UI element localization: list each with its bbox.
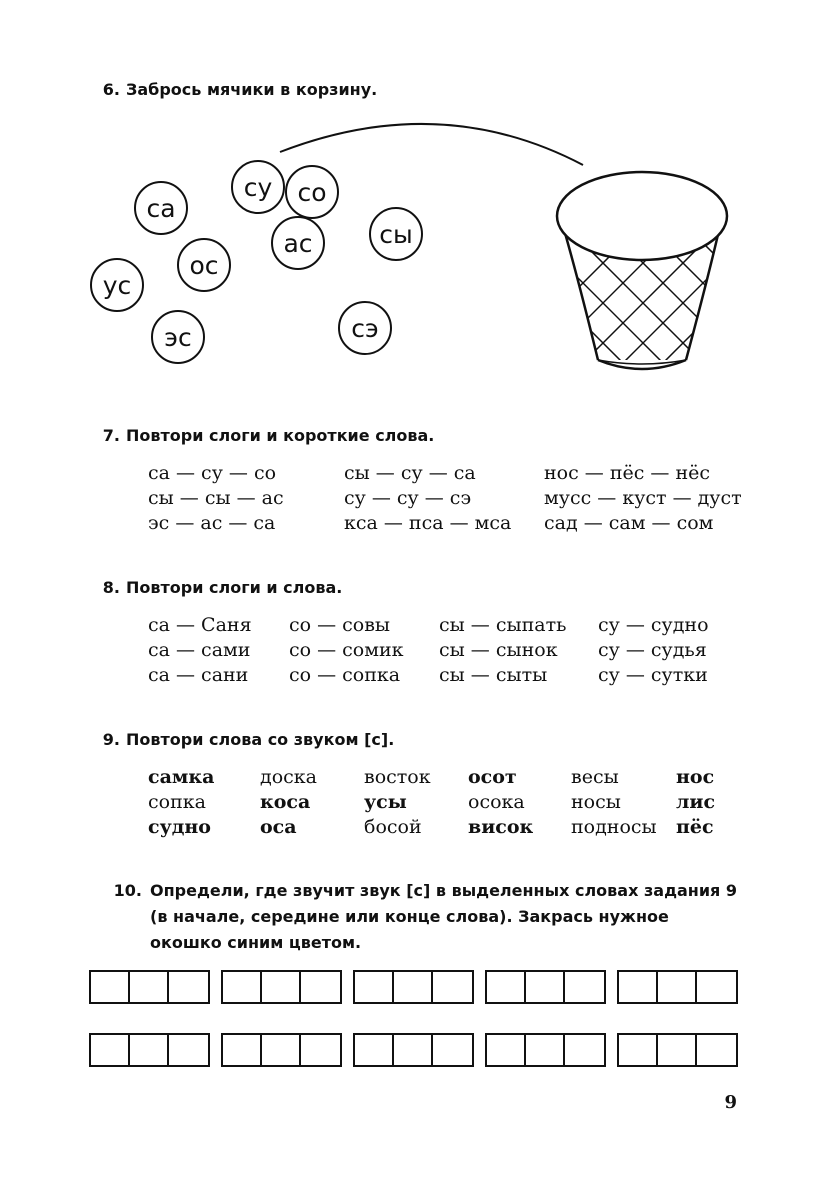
answer-box-group [617,970,738,1004]
word-pair: су — судно [598,614,709,636]
syllable-group: сы — сы — ас [148,487,284,509]
task-7-heading [92,426,434,445]
highlighted-word: оса [260,816,297,838]
answer-box-end[interactable] [433,972,472,1002]
answer-box-middle[interactable] [658,1035,697,1065]
answer-box-end[interactable] [565,1035,604,1065]
answer-box-start[interactable] [619,972,658,1002]
answer-box-middle[interactable] [526,1035,565,1065]
syllable-group: кса — пса — мса [344,512,512,534]
syllable-group: мусс — куст — дуст [544,487,742,509]
answer-box-group [353,1033,474,1067]
highlighted-word: коса [260,791,311,813]
answer-box-middle[interactable] [262,972,301,1002]
answer-box-end[interactable] [169,1035,208,1065]
highlighted-word: усы [364,791,407,813]
answer-box-start[interactable] [223,1035,262,1065]
word-pair: са — сами [148,639,251,661]
word-pair: са — сани [148,664,249,686]
answer-box-middle[interactable] [526,972,565,1002]
answer-box-end[interactable] [697,972,736,1002]
task-7-text: Повтори слоги и короткие слова. [126,426,435,445]
task-9-number: 9. [102,730,120,749]
word: сопка [148,791,206,813]
answer-box-start[interactable] [487,1035,526,1065]
syllable-group: нос — пёс — нёс [544,462,710,484]
word-pair: сы — сыты [439,664,548,686]
word-pair: со — сомик [289,639,404,661]
highlighted-word: лис [676,791,716,813]
highlighted-word: пёс [676,816,714,838]
word: доска [260,766,317,788]
answer-box-end[interactable] [565,972,604,1002]
highlighted-word: осот [468,766,517,788]
word: босой [364,816,422,838]
answer-box-end[interactable] [301,972,340,1002]
answer-box-start[interactable] [91,1035,130,1065]
answer-box-group [89,1033,210,1067]
syllable-group: эс — ас — са [148,512,276,534]
answer-box-start[interactable] [355,972,394,1002]
answer-box-middle[interactable] [394,972,433,1002]
ball-as[interactable]: ас [271,216,325,270]
task-10-heading [112,878,740,956]
highlighted-word: самка [148,766,215,788]
word: носы [571,791,621,813]
answer-box-middle[interactable] [130,1035,169,1065]
word-pair: су — сутки [598,664,708,686]
word: подносы [571,816,657,838]
syllable-group: са — су — со [148,462,277,484]
answer-box-start[interactable] [223,972,262,1002]
answer-box-start[interactable] [91,972,130,1002]
word: осока [468,791,525,813]
task-7-number: 7. [102,426,120,445]
task-10-text: Определи, где звучит звук [с] в выделенных словах задания 9 (в начале, середине или конце слова). Закрась нужное окошко синим цветом. [150,881,738,952]
task-8-heading [92,578,342,597]
answer-box-group [617,1033,738,1067]
answer-box-group [89,970,210,1004]
ball-os[interactable]: ос [177,238,231,292]
word-pair: сы — сынок [439,639,558,661]
syllable-group: сад — сам — сом [544,512,714,534]
answer-box-end[interactable] [697,1035,736,1065]
highlighted-word: висок [468,816,534,838]
answer-box-group [353,970,474,1004]
ball-es[interactable]: эс [151,310,205,364]
ball-sy[interactable]: сы [369,207,423,261]
answer-box-middle[interactable] [658,972,697,1002]
answer-box-start[interactable] [619,1035,658,1065]
task-6-text: Забрось мячики в корзину. [126,80,378,99]
highlighted-word: нос [676,766,715,788]
answer-box-group [485,970,606,1004]
answer-box-end[interactable] [169,972,208,1002]
task-8-text: Повтори слоги и слова. [126,578,343,597]
ball-su[interactable]: су [231,160,285,214]
word-pair: са — Саня [148,614,252,636]
word: весы [571,766,619,788]
word-pair: сы — сыпать [439,614,567,636]
ball-sa[interactable]: са [134,181,188,235]
highlighted-word: судно [148,816,211,838]
syllable-group: су — су — сэ [344,487,472,509]
task-6-number: 6. [102,80,120,99]
word-pair: со — совы [289,614,391,636]
answer-box-end[interactable] [433,1035,472,1065]
ball-se[interactable]: сэ [338,301,392,355]
answer-box-middle[interactable] [394,1035,433,1065]
answer-box-group [221,970,342,1004]
word: восток [364,766,431,788]
basket [548,168,738,383]
answer-box-end[interactable] [301,1035,340,1065]
word-pair: су — судья [598,639,707,661]
task-9-text: Повтори слова со звуком [с]. [126,730,395,749]
answer-box-group [485,1033,606,1067]
answer-box-start[interactable] [355,1035,394,1065]
answer-box-start[interactable] [487,972,526,1002]
word-pair: со — сопка [289,664,401,686]
ball-so[interactable]: со [285,165,339,219]
task-8-number: 8. [102,578,120,597]
ball-us[interactable]: ус [90,258,144,312]
page-number: 9 [724,1092,737,1113]
answer-box-group [221,1033,342,1067]
answer-box-middle[interactable] [262,1035,301,1065]
task-9-heading [92,730,394,749]
task-10-number: 10. [113,881,142,900]
syllable-group: сы — су — са [344,462,476,484]
answer-box-middle[interactable] [130,972,169,1002]
